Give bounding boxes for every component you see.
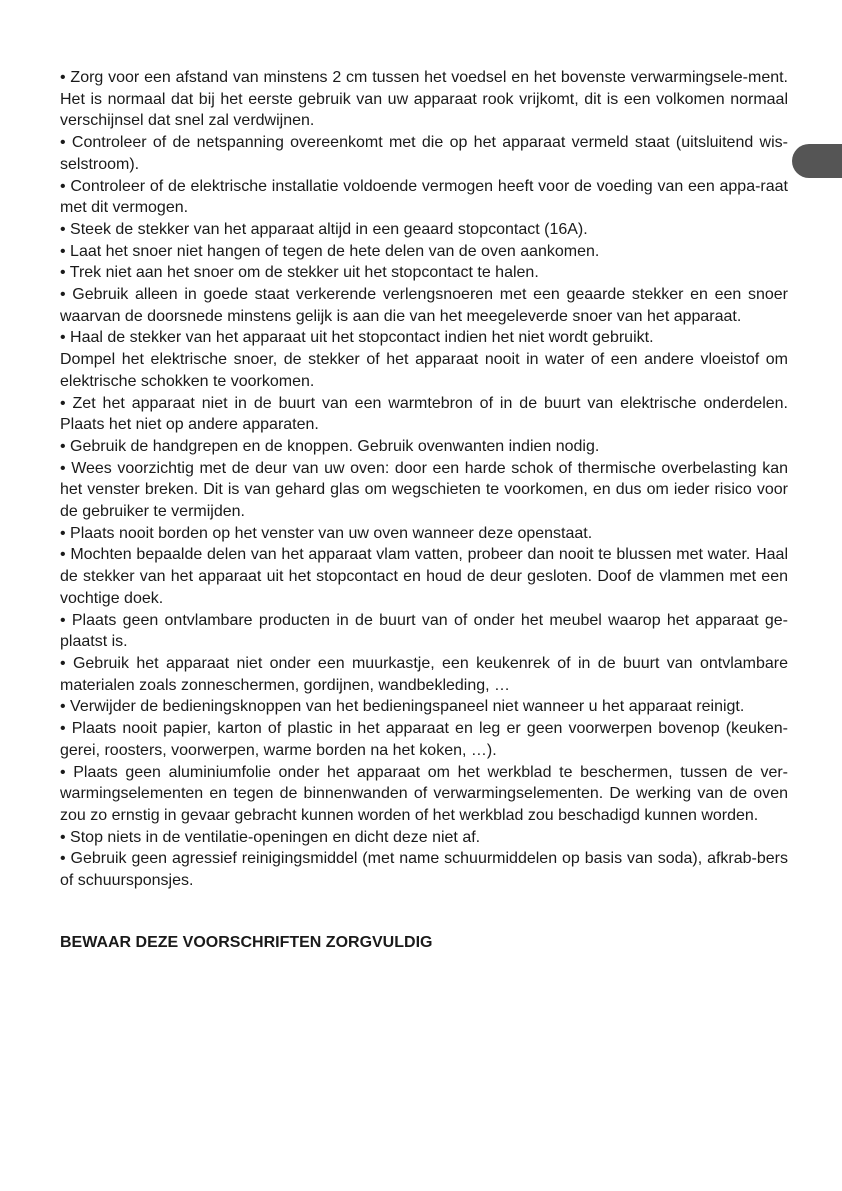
instruction-paragraph: • Haal de stekker van het apparaat uit het stopcontact indien het niet wordt gebruikt. <box>60 329 654 347</box>
instruction-paragraph: • Steek de stekker van het apparaat altijd in een geaard stopcontact (16A). <box>60 220 588 238</box>
instruction-paragraph: • Trek niet aan het snoer om de stekker uit het stopcontact te halen. <box>60 264 539 282</box>
instruction-paragraph: • Plaats nooit papier, karton of plastic in het apparaat en leg er geen voorwerpen bovenop (keuken-gerei, roosters, voorwerpen, warme borden na het koken, …). <box>60 720 788 759</box>
instruction-paragraph: • Mochten bepaalde delen van het apparaat vlam vatten, probeer dan nooit te blussen met water. Haal de stekker van het apparaat uit het stopcontact en houd de deur gesloten. Doof de vlammen met een vochtige doek. <box>60 546 788 607</box>
instruction-paragraph: Dompel het elektrische snoer, de stekker of het apparaat nooit in water of een andere vloeistof om elektrische schokken te voorkomen. <box>60 351 788 390</box>
instruction-paragraph: • Plaats nooit borden op het venster van uw oven wanneer deze openstaat. <box>60 524 593 542</box>
instruction-paragraph: • Controleer of de netspanning overeenkomt met die op het apparaat vermeld staat (uitsluitend wis-selstroom). <box>60 134 788 173</box>
instruction-paragraph: • Gebruik de handgrepen en de knoppen. Gebruik ovenwanten indien nodig. <box>60 437 600 455</box>
instruction-paragraph: • Zet het apparaat niet in de buurt van een warmtebron of in de buurt van elektrische onderdelen. Plaats het niet op andere apparaten. <box>60 394 788 434</box>
instruction-paragraph: • Laat het snoer niet hangen of tegen de hete delen van de oven aankomen. <box>60 242 600 260</box>
instruction-paragraph: • Verwijder de bedieningsknoppen van het bedieningspaneel niet wanneer u het apparaat reinigt. <box>60 698 745 716</box>
instruction-paragraph: • Gebruik geen agressief reinigingsmiddel (met name schuurmiddelen op basis van soda), afkrab-bers of schuursponsjes. <box>60 850 788 890</box>
instruction-paragraph: • Stop niets in de ventilatie-openingen en dicht deze niet af. <box>60 828 481 846</box>
instruction-paragraph: • Gebruik het apparaat niet onder een muurkastje, een keukenrek of in de buurt van ontvlambare materialen zoals zonneschermen, gordijnen, wandbekleding, … <box>60 654 788 694</box>
instruction-paragraph: • Plaats geen ontvlambare producten in de buurt van of onder het meubel waarop het apparaat ge-plaatst is. <box>60 611 788 651</box>
instruction-paragraph: • Zorg voor een afstand van minstens 2 cm tussen het voedsel en het bovenste verwarmingsele-ment. Het is normaal dat bij het eerste gebruik van uw apparaat rook vrijkomt, dit is een volkomen normaal verschijnsel dat snel zal verdwijnen. <box>60 69 788 130</box>
instruction-paragraph: • Gebruik alleen in goede staat verkerende verlengsnoeren met een geaarde stekker en een snoer waarvan de doorsnede minstens gelijk is aan die van het meegeleverde snoer van het apparaat. <box>60 286 788 325</box>
instruction-paragraph: • Plaats geen aluminiumfolie onder het apparaat om het werkblad te beschermen, tussen de ver-warmingselementen en tegen de binnenwanden of verwarmingselementen. De werking van de oven zou zo ernstig in gevaar gebracht kunnen worden of het werkblad zou beschadigd kunnen worden. <box>60 763 788 824</box>
page-tab-marker <box>792 144 842 178</box>
instruction-paragraph: • Wees voorzichtig met de deur van uw oven: door een harde schok of thermische overbelasting kan het venster breken. Dit is van gehard glas om wegschieten te voorkomen, en dus om ieder risico voor de gebruiker te vermijden. <box>60 459 788 521</box>
instruction-paragraph: • Controleer of de elektrische installatie voldoende vermogen heeft voor de voeding van een appa-raat met dit vermogen. <box>60 177 788 217</box>
closing-heading: BEWAAR DEZE VOORSCHRIFTEN ZORGVULDIG <box>60 934 433 951</box>
safety-instructions <box>60 67 788 892</box>
